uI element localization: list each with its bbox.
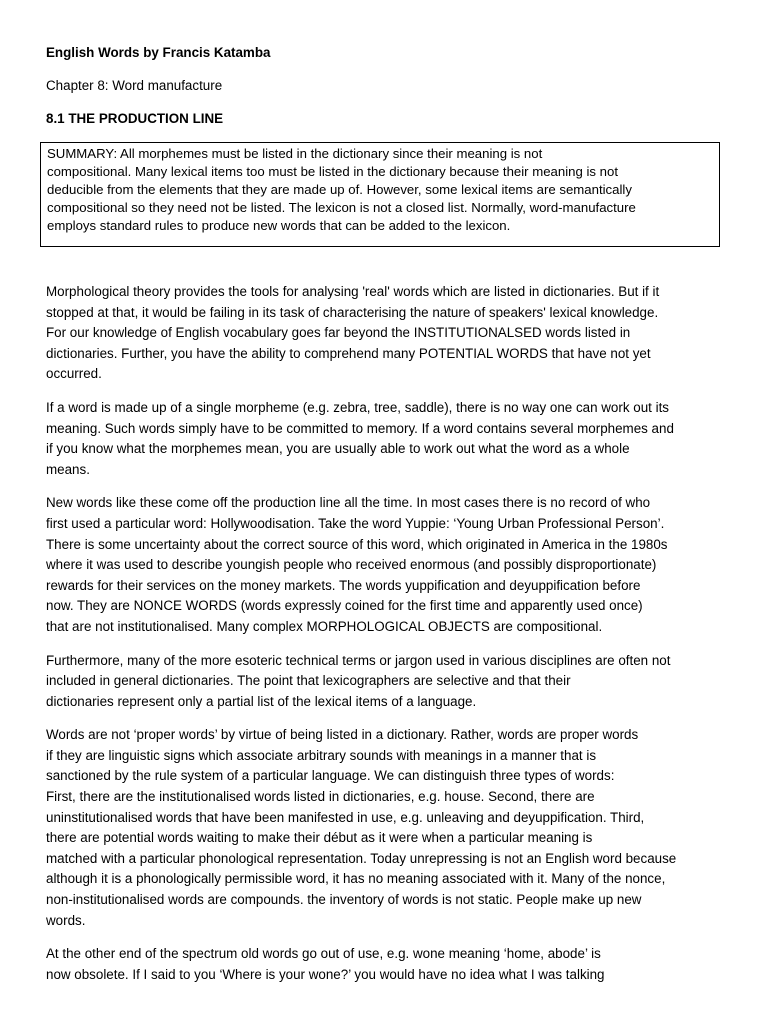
text-line: sanctioned by the rule system of a particular language. We can distinguish three types of words:: [46, 768, 615, 784]
text-line: If a word is made up of a single morpheme (e.g. zebra, tree, saddle), there is no way one can work out its: [46, 399, 669, 415]
text-line: Furthermore, many of the more esoteric technical terms or jargon used in various disciplines are often not: [46, 652, 671, 668]
text-line: words.: [46, 912, 86, 928]
text-line: uninstitutionalised words that have been manifested in use, e.g. unleaving and deyuppification. Third,: [46, 809, 645, 825]
summary-box: [40, 142, 720, 247]
summary-line: employs standard rules to produce new words that can be added to the lexicon.: [47, 218, 511, 233]
section-heading: 8.1 THE PRODUCTION LINE: [46, 111, 224, 126]
paragraph-4: [46, 651, 718, 713]
text-line: first used a particular word: Hollywoodisation. Take the word Yuppie: ‘Young Urban Professional Person’.: [46, 515, 665, 531]
text-line: There is some uncertainty about the correct source of this word, which originated in America in the 1980s: [46, 536, 668, 552]
paragraph-6: [46, 944, 718, 985]
text-line: stopped at that, it would be failing in its task of characterising the nature of speakers' lexical knowledge.: [46, 304, 659, 320]
paragraph-5: [46, 725, 718, 931]
text-line: For our knowledge of English vocabulary goes far beyond the INSTITUTIONALSED words listed in: [46, 325, 631, 341]
body-text: [46, 282, 718, 998]
summary-line: deducible from the elements that they are made up of. However, some lexical items are semantically: [47, 182, 632, 197]
text-line: although it is a phonologically permissible word, it has no meaning associated with it. Many of the nonce,: [46, 871, 666, 887]
text-line: that are not institutionalised. Many complex MORPHOLOGICAL OBJECTS are compositional.: [46, 618, 603, 634]
text-line: non-institutionalised words are compounds. the inventory of words is not static. People make up new: [46, 892, 642, 908]
book-title: English Words by Francis Katamba: [46, 45, 271, 60]
text-line: dictionaries represent only a partial list of the lexical items of a language.: [46, 693, 477, 709]
text-line: now obsolete. If I said to you ‘Where is your wone?’ you would have no idea what I was talking: [46, 966, 605, 982]
summary-line: compositional so they need not be listed. The lexicon is not a closed list. Normally, word-manufacture: [47, 200, 636, 215]
paragraph-1: [46, 282, 718, 385]
text-line: dictionaries. Further, you have the ability to comprehend many POTENTIAL WORDS that have not yet: [46, 345, 651, 361]
text-line: Morphological theory provides the tools for analysing 'real' words which are listed in dictionaries. But if it: [46, 284, 660, 299]
document-header: [46, 40, 716, 128]
summary-line: SUMMARY: All morphemes must be listed in the dictionary since their meaning is not: [47, 146, 543, 161]
text-line: Words are not ‘proper words’ by virtue of being listed in a dictionary. Rather, words are proper words: [46, 727, 639, 743]
text-line: meaning. Such words simply have to be committed to memory. If a word contains several morphemes and: [46, 420, 674, 436]
text-line: First, there are the institutionalised words listed in dictionaries, e.g. house. Second, there are: [46, 789, 595, 805]
text-line: if you know what the morphemes mean, you are usually able to work out what the word as a whole: [46, 441, 630, 457]
text-line: matched with a particular phonological representation. Today unrepressing is not an English word because: [46, 850, 677, 866]
text-line: occurred.: [46, 366, 102, 382]
summary-line: compositional. Many lexical items too must be listed in the dictionary because their meaning is not: [47, 164, 619, 179]
text-line: now. They are NONCE WORDS (words expressly coined for the first time and apparently used once): [46, 598, 643, 614]
text-line: included in general dictionaries. The point that lexicographers are selective and that their: [46, 673, 571, 689]
text-line: At the other end of the spectrum old words go out of use, e.g. wone meaning ‘home, abode’ is: [46, 946, 601, 962]
text-line: rewards for their services on the money markets. The words yuppification and deyuppification before: [46, 577, 641, 593]
text-line: if they are linguistic signs which associate arbitrary sounds with meanings in a manner that is: [46, 747, 597, 763]
text-line: where it was used to describe youngish people who received enormous (and possibly disproportionate): [46, 557, 657, 573]
text-line: means.: [46, 461, 90, 477]
paragraph-2: [46, 398, 718, 480]
text-line: there are potential words waiting to make their début as it were when a particular meaning is: [46, 830, 593, 846]
text-line: New words like these come off the production line all the time. In most cases there is no record of who: [46, 495, 651, 511]
chapter-title: Chapter 8: Word manufacture: [46, 78, 223, 93]
paragraph-3: [46, 493, 718, 637]
